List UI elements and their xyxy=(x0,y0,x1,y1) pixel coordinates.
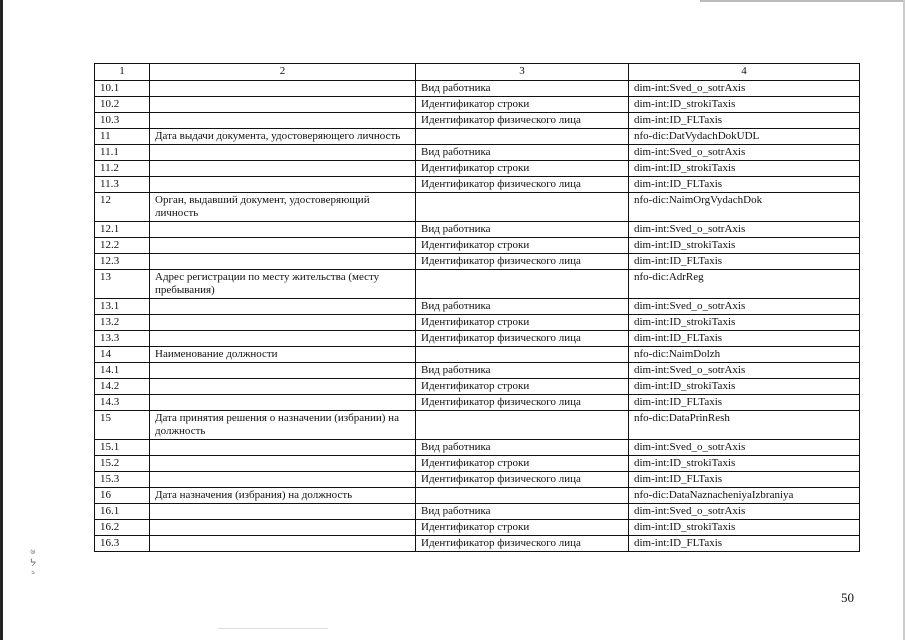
row-number-cell: 13 xyxy=(95,270,150,299)
taxonomy-code-cell: dim-int:ID_FLTaxis xyxy=(629,331,860,347)
dimension-name-cell xyxy=(416,488,629,504)
taxonomy-code-cell: dim-int:ID_strokiTaxis xyxy=(629,379,860,395)
row-number-cell: 16 xyxy=(95,488,150,504)
table-row xyxy=(95,347,860,363)
table-row xyxy=(95,456,860,472)
dimension-name-cell: Идентификатор физического лица xyxy=(416,536,629,552)
dimension-name-cell xyxy=(416,270,629,299)
taxonomy-code-cell: dim-int:ID_FLTaxis xyxy=(629,536,860,552)
table-body xyxy=(95,81,860,552)
table-row xyxy=(95,97,860,113)
taxonomy-code-cell: dim-int:Sved_o_sotrAxis xyxy=(629,299,860,315)
element-name-cell xyxy=(150,254,416,270)
row-number-cell: 14.3 xyxy=(95,395,150,411)
footer-rule xyxy=(218,628,328,629)
dimension-name-cell: Вид работника xyxy=(416,504,629,520)
row-number-cell: 13.1 xyxy=(95,299,150,315)
dimension-name-cell: Идентификатор строки xyxy=(416,520,629,536)
element-name-cell xyxy=(150,363,416,379)
dimension-name-cell: Идентификатор строки xyxy=(416,456,629,472)
row-number-cell: 15.2 xyxy=(95,456,150,472)
element-name-cell xyxy=(150,161,416,177)
taxonomy-code-cell: dim-int:Sved_o_sotrAxis xyxy=(629,81,860,97)
table-row xyxy=(95,161,860,177)
row-number-cell: 10.2 xyxy=(95,97,150,113)
taxonomy-code-cell: nfo-dic:DataNaznacheniyaIzbraniya xyxy=(629,488,860,504)
element-name-cell xyxy=(150,113,416,129)
table-row xyxy=(95,331,860,347)
dimension-name-cell: Идентификатор физического лица xyxy=(416,472,629,488)
dimension-name-cell: Вид работника xyxy=(416,222,629,238)
dimension-name-cell: Идентификатор строки xyxy=(416,97,629,113)
element-name-cell xyxy=(150,299,416,315)
dimension-name-cell xyxy=(416,129,629,145)
element-name-cell: Дата принятия решения о назначении (избрании) на должность xyxy=(150,411,416,440)
dimension-name-cell: Вид работника xyxy=(416,299,629,315)
table-row xyxy=(95,81,860,97)
taxonomy-code-cell: nfo-dic:NaimOrgVydachDok xyxy=(629,193,860,222)
taxonomy-code-cell: dim-int:ID_strokiTaxis xyxy=(629,456,860,472)
dimension-name-cell: Вид работника xyxy=(416,440,629,456)
table-row xyxy=(95,254,860,270)
dimension-name-cell: Вид работника xyxy=(416,145,629,161)
element-mapping-table xyxy=(94,63,860,552)
taxonomy-code-cell: dim-int:ID_FLTaxis xyxy=(629,254,860,270)
taxonomy-code-cell: dim-int:ID_strokiTaxis xyxy=(629,97,860,113)
taxonomy-code-cell: nfo-dic:NaimDolzh xyxy=(629,347,860,363)
row-number-cell: 11 xyxy=(95,129,150,145)
element-name-cell xyxy=(150,520,416,536)
row-number-cell: 15.3 xyxy=(95,472,150,488)
element-name-cell xyxy=(150,97,416,113)
element-name-cell xyxy=(150,222,416,238)
taxonomy-code-cell: dim-int:ID_FLTaxis xyxy=(629,472,860,488)
dimension-name-cell xyxy=(416,193,629,222)
element-name-cell xyxy=(150,315,416,331)
row-number-cell: 16.2 xyxy=(95,520,150,536)
table-row xyxy=(95,395,860,411)
table-row xyxy=(95,113,860,129)
row-number-cell: 10.1 xyxy=(95,81,150,97)
table-row xyxy=(95,536,860,552)
column-header-4: 4 xyxy=(629,64,860,81)
table-row xyxy=(95,222,860,238)
element-name-cell xyxy=(150,536,416,552)
dimension-name-cell: Идентификатор строки xyxy=(416,238,629,254)
taxonomy-code-cell: dim-int:ID_FLTaxis xyxy=(629,177,860,193)
element-name-cell xyxy=(150,440,416,456)
table-header-row xyxy=(95,64,860,81)
dimension-name-cell: Идентификатор физического лица xyxy=(416,254,629,270)
row-number-cell: 16.1 xyxy=(95,504,150,520)
row-number-cell: 12 xyxy=(95,193,150,222)
element-name-cell xyxy=(150,456,416,472)
row-number-cell: 14 xyxy=(95,347,150,363)
row-number-cell: 11.2 xyxy=(95,161,150,177)
dimension-name-cell: Идентификатор строки xyxy=(416,379,629,395)
element-name-cell xyxy=(150,177,416,193)
column-header-1: 1 xyxy=(95,64,150,81)
row-number-cell: 16.3 xyxy=(95,536,150,552)
element-name-cell xyxy=(150,472,416,488)
column-header-2: 2 xyxy=(150,64,416,81)
taxonomy-code-cell: dim-int:Sved_o_sotrAxis xyxy=(629,145,860,161)
element-name-cell xyxy=(150,504,416,520)
table-row xyxy=(95,238,860,254)
row-number-cell: 12.3 xyxy=(95,254,150,270)
element-name-cell xyxy=(150,81,416,97)
row-number-cell: 10.3 xyxy=(95,113,150,129)
table-row xyxy=(95,440,860,456)
dimension-name-cell: Идентификатор строки xyxy=(416,161,629,177)
taxonomy-code-cell: dim-int:ID_FLTaxis xyxy=(629,395,860,411)
element-name-cell: Дата назначения (избрания) на должность xyxy=(150,488,416,504)
table-row xyxy=(95,488,860,504)
row-number-cell: 14.1 xyxy=(95,363,150,379)
row-number-cell: 12.1 xyxy=(95,222,150,238)
taxonomy-code-cell: dim-int:Sved_o_sotrAxis xyxy=(629,363,860,379)
dimension-name-cell: Идентификатор физического лица xyxy=(416,395,629,411)
table-row xyxy=(95,504,860,520)
taxonomy-code-cell: dim-int:Sved_o_sotrAxis xyxy=(629,504,860,520)
element-name-cell: Орган, выдавший документ, удостоверяющий личность xyxy=(150,193,416,222)
column-header-3: 3 xyxy=(416,64,629,81)
dimension-name-cell: Вид работника xyxy=(416,363,629,379)
taxonomy-code-cell: nfo-dic:DataPrinResh xyxy=(629,411,860,440)
dimension-name-cell: Идентификатор физического лица xyxy=(416,177,629,193)
row-number-cell: 11.1 xyxy=(95,145,150,161)
margin-stamp: ၑ ᔭ ᐣ xyxy=(29,546,37,581)
element-name-cell: Адрес регистрации по месту жительства (месту пребывания) xyxy=(150,270,416,299)
element-name-cell: Дата выдачи документа, удостоверяющего личность xyxy=(150,129,416,145)
table-row xyxy=(95,145,860,161)
taxonomy-code-cell: dim-int:ID_strokiTaxis xyxy=(629,238,860,254)
element-name-cell xyxy=(150,395,416,411)
table-row xyxy=(95,411,860,440)
dimension-name-cell xyxy=(416,411,629,440)
taxonomy-code-cell: dim-int:ID_strokiTaxis xyxy=(629,315,860,331)
dimension-name-cell: Идентификатор физического лица xyxy=(416,331,629,347)
taxonomy-code-cell: dim-int:Sved_o_sotrAxis xyxy=(629,222,860,238)
table-row xyxy=(95,129,860,145)
table-row xyxy=(95,299,860,315)
taxonomy-code-cell: nfo-dic:AdrReg xyxy=(629,270,860,299)
page-number: 50 xyxy=(841,590,854,605)
taxonomy-code-cell: dim-int:ID_strokiTaxis xyxy=(629,161,860,177)
taxonomy-code-cell: dim-int:ID_FLTaxis xyxy=(629,113,860,129)
row-number-cell: 14.2 xyxy=(95,379,150,395)
row-number-cell: 13.3 xyxy=(95,331,150,347)
dimension-name-cell: Идентификатор строки xyxy=(416,315,629,331)
element-name-cell xyxy=(150,145,416,161)
taxonomy-code-cell: nfo-dic:DatVydachDokUDL xyxy=(629,129,860,145)
dimension-name-cell xyxy=(416,347,629,363)
dimension-name-cell: Идентификатор физического лица xyxy=(416,113,629,129)
row-number-cell: 13.2 xyxy=(95,315,150,331)
element-name-cell xyxy=(150,331,416,347)
element-name-cell xyxy=(150,238,416,254)
scan-border-left xyxy=(0,0,3,640)
taxonomy-code-cell: dim-int:ID_strokiTaxis xyxy=(629,520,860,536)
table-row xyxy=(95,520,860,536)
table-row xyxy=(95,315,860,331)
element-name-cell xyxy=(150,379,416,395)
taxonomy-code-cell: dim-int:Sved_o_sotrAxis xyxy=(629,440,860,456)
table-row xyxy=(95,270,860,299)
row-number-cell: 12.2 xyxy=(95,238,150,254)
row-number-cell: 11.3 xyxy=(95,177,150,193)
row-number-cell: 15 xyxy=(95,411,150,440)
row-number-cell: 15.1 xyxy=(95,440,150,456)
table-row xyxy=(95,363,860,379)
table-row xyxy=(95,472,860,488)
element-name-cell: Наименование должности xyxy=(150,347,416,363)
table-row xyxy=(95,177,860,193)
scan-border-top xyxy=(700,0,905,2)
table-row xyxy=(95,379,860,395)
table-row xyxy=(95,193,860,222)
dimension-name-cell: Вид работника xyxy=(416,81,629,97)
